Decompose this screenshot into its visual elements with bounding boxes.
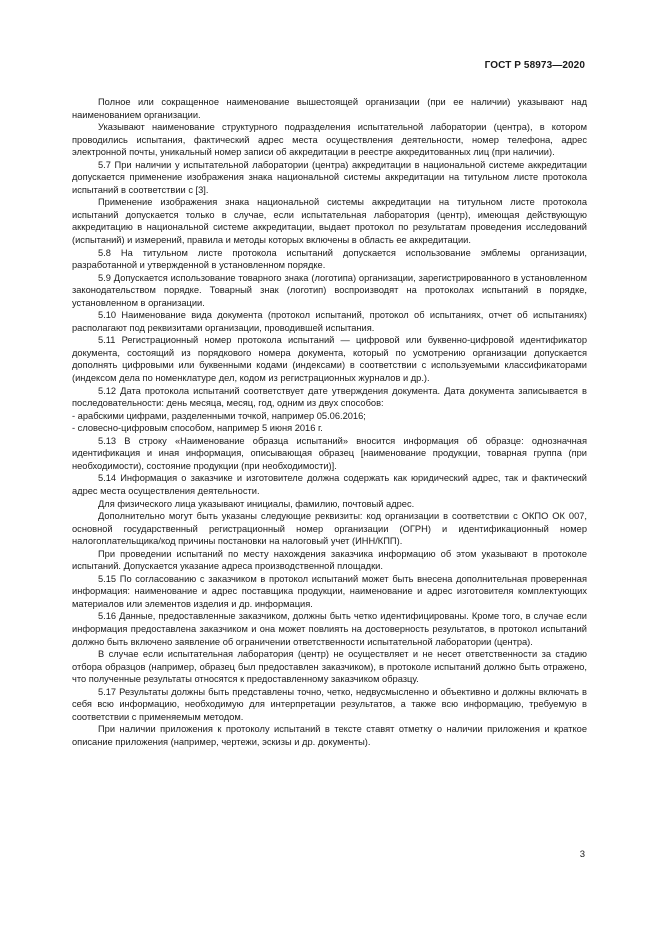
paragraph-5-15: 5.15 По согласованию с заказчиком в протокол испытаний может быть внесена дополнительная проверенная информация: наименование и адрес поставщика продукции, наименование и адрес изготовителя комплектующих материалов или элементов изделия и др. информация.: [72, 573, 587, 609]
page-number: 3: [579, 849, 585, 860]
paragraph: Для физического лица указывают инициалы, фамилию, почтовый адрес.: [98, 498, 415, 509]
list-item: - арабскими цифрами, разделенными точкой, например 05.06.2016;: [72, 410, 366, 421]
paragraph-5-14: 5.14 Информация о заказчике и изготовителе должна содержать как юридический адрес, так и фактический адрес места осуществления деятельности.: [72, 473, 587, 496]
paragraph-5-7: 5.7 При наличии у испытательной лаборатории (центра) аккредитации в национальной системе аккредитации допускается применение изображения знака национальной системы аккредитации на титульном листе протокола испытаний в соответствии с [3].: [72, 159, 587, 195]
paragraph-5-16: 5.16 Данные, предоставленные заказчиком, должны быть четко идентифицированы. Кроме того, в случае если информация предоставлена заказчиком и она может повлиять на достоверность результатов, в протокол испытаний должно быть включено заявление об ограничении ответственности испытательной лаборатории (центра).: [72, 611, 587, 647]
paragraph-5-9: 5.9 Допускается использование товарного знака (логотипа) организации, зарегистрированного в установленном законодательством порядке. Товарный знак (логотип) воспроизводят на протоколах испытаний в порядке, установленном в организации.: [72, 272, 587, 308]
paragraph: При наличии приложения к протоколу испытаний в тексте ставят отметку о наличии приложения и краткое описание приложения (например, чертежи, эскизы и др. документы).: [72, 724, 587, 747]
paragraph: В случае если испытательная лаборатория (центр) не осуществляет и не несет ответственности за стадию отбора образцов (например, образец был предоставлен заказчиком), в протоколе испытаний должно быть отражено, что полученные результаты относятся к предоставленному заказчиком образцу.: [72, 649, 587, 685]
paragraph: Применение изображения знака национальной системы аккредитации на титульном листе протокола испытаний допускается только в случае, если испытательная лаборатория (центр), имеющая действующую аккредитацию в национальной системе аккредитации, выдает протокол по результатам проведения исследований (испытаний) и измерений, правила и методы которых включены в область ее аккредитации.: [72, 197, 587, 246]
paragraph-5-12: 5.12 Дата протокола испытаний соответствует дате утверждения документа. Дата документа записывается в последовательности: день месяца, месяц, год, одним из двух способов:: [72, 385, 587, 409]
paragraph-5-10: 5.10 Наименование вида документа (протокол испытаний, протокол об испытаниях, отчет об испытаниях) располагают под реквизитами организации, проводившей испытания.: [72, 310, 587, 333]
paragraph-5-17: 5.17 Результаты должны быть представлены точно, четко, недвусмысленно и объективно и должны включать в себя всю информацию, необходимую для интерпретации результатов, а также всю информацию, требуемую в соответствии с применяемым методом.: [72, 686, 587, 722]
paragraph: Указывают наименование структурного подразделения испытательной лаборатории (центра), в котором проводились испытания, фактический адрес места осуществления деятельности, номер телефона, адрес электронной почты, уникальный номер записи об аккредитации в реестре аккредитованных лиц (при наличии).: [72, 122, 587, 158]
paragraph-5-11: 5.11 Регистрационный номер протокола испытаний — цифровой или буквенно-цифровой идентификатор документа, состоящий из порядкового номера документа, который по усмотрению организации допускается дополнять цифровыми или буквенными кодами (индексами) в соответствии с используемыми классификаторами (индексом дела по номенклатуре дел, кодом из регистрационных журналов и др.).: [72, 335, 587, 384]
paragraph: Дополнительно могут быть указаны следующие реквизиты: код организации в соответствии с ОКПО ОК 007, основной государственный регистрационный номер организации (ОГРН) и идентификационный номер налогоплательщика/код причины постановки на налоговый учет (ИНН/КПП).: [72, 511, 587, 547]
paragraph-5-8: 5.8 На титульном листе протокола испытаний допускается использование эмблемы организации, разработанной и утвержденной в установленном порядке.: [72, 247, 587, 271]
document-body: [72, 96, 587, 748]
standard-designation: ГОСТ Р 58973—2020: [484, 60, 585, 71]
paragraph: Полное или сокращенное наименование вышестоящей организации (при ее наличии) указывают над наименованием организации.: [72, 97, 587, 120]
paragraph-5-13: 5.13 В строку «Наименование образца испытаний» вносится информация об образце: однозначная идентификация и иная информация, описывающая образец [наименование продукции, товарная группа (при необходимости), состояние продукции (при необходимости)].: [72, 435, 587, 471]
list-item: - словесно-цифровым способом, например 5 июня 2016 г.: [72, 423, 323, 434]
paragraph: При проведении испытаний по месту нахождения заказчика информацию об этом указывают в протоколе испытаний. Допускается указание адреса производственной площадки.: [72, 548, 587, 572]
